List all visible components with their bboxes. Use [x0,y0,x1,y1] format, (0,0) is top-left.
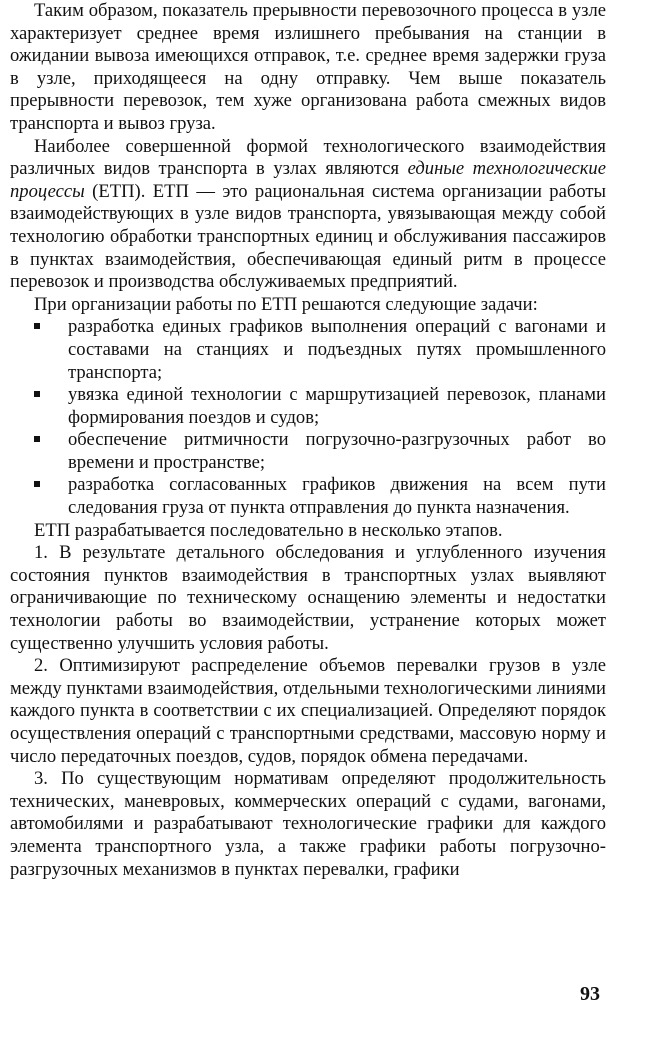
bullet-icon [34,481,40,487]
bullet-icon [34,391,40,397]
page-number: 93 [580,983,600,1005]
paragraph-4: ЕТП разрабатывается последовательно в несколько этапов. [34,519,503,541]
list-item-text: обеспечение ритмичности погрузочно-разгрузочных работ во времени и пространстве; [68,429,606,473]
list-item [10,474,606,519]
list-item-text: увязка единой технологии с маршрутизацией перевозок, планами формирования поездов и судов; [68,384,606,428]
bullet-icon [34,436,40,442]
paragraph-2 [10,136,606,294]
paragraph-3: При организации работы по ЕТП решаются следующие задачи: [34,293,538,315]
task-list [10,316,606,519]
paragraph-6: 2. Оптимизируют распределение объемов перевалки грузов в узле между пунктами взаимодействия, отдельными технологическими линиями каждого пункта в соответствии с их специализацией. Определяют порядок осуществления операций с транспортными средствами, массовую норму и число передаточных поездов, судов, порядок обмена передачами. [10,655,606,767]
paragraph-2-italic-term: единые технологические процессы [10,158,606,202]
paragraph-1: Таким образом, показатель прерывности перевозочного процесса в узле характеризует среднее время излишнего пребывания на станции в ожидании вывоза имеющихся отправок, т.е. среднее время задержки груза в узле, приходящееся на одну отправку. Чем выше показатель прерывности перевозок, тем хуже организована работа смежных видов транспорта и вывоз груза. [10,0,606,134]
paragraph-2-start: Наиболее совершенной формой технологического взаимодействия различных видов транспорта в узлах являются [10,135,606,180]
paragraph-7: 3. По существующим нормативам определяют продолжительность технических, маневровых, коммерческих операций с судами, вагонами, автомобилями и разрабатывают технологические графики для каждого элемента транспортного узла, а также графики работы погрузочно-разгрузочных механизмов в пунктах перевалки, графики [10,768,606,880]
list-item [10,316,606,384]
list-item [10,429,606,474]
list-item [10,384,606,429]
bullet-icon [34,323,40,329]
paragraph-5: 1. В результате детального обследования и углубленного изучения состояния пунктов взаимодействия в транспортных узлах выявляют ограничивающие по техническому оснащению элементы и недостатки технологии работы во взаимодействии, устранение которых может существенно улучшить условия работы. [10,542,606,654]
list-item-text: разработка единых графиков выполнения операций с вагонами и составами на станциях и подъездных путях промышленного транспорта; [68,316,606,383]
paragraph-2-end: (ЕТП). ЕТП — это рациональная система организации работы взаимодействующих в узле видов транспорта, увязывающая между собой технологию обработки транспортных единиц и обслуживания пассажиров в пунктах взаимодействия, обеспечивающая единый ритм в процессе перевозок и производства обслуживаемых предприятий. [10,180,606,293]
list-item-text: разработка согласованных графиков движения на всем пути следования груза от пункта отправления до пункта назначения. [68,474,606,519]
page-body [10,0,606,881]
